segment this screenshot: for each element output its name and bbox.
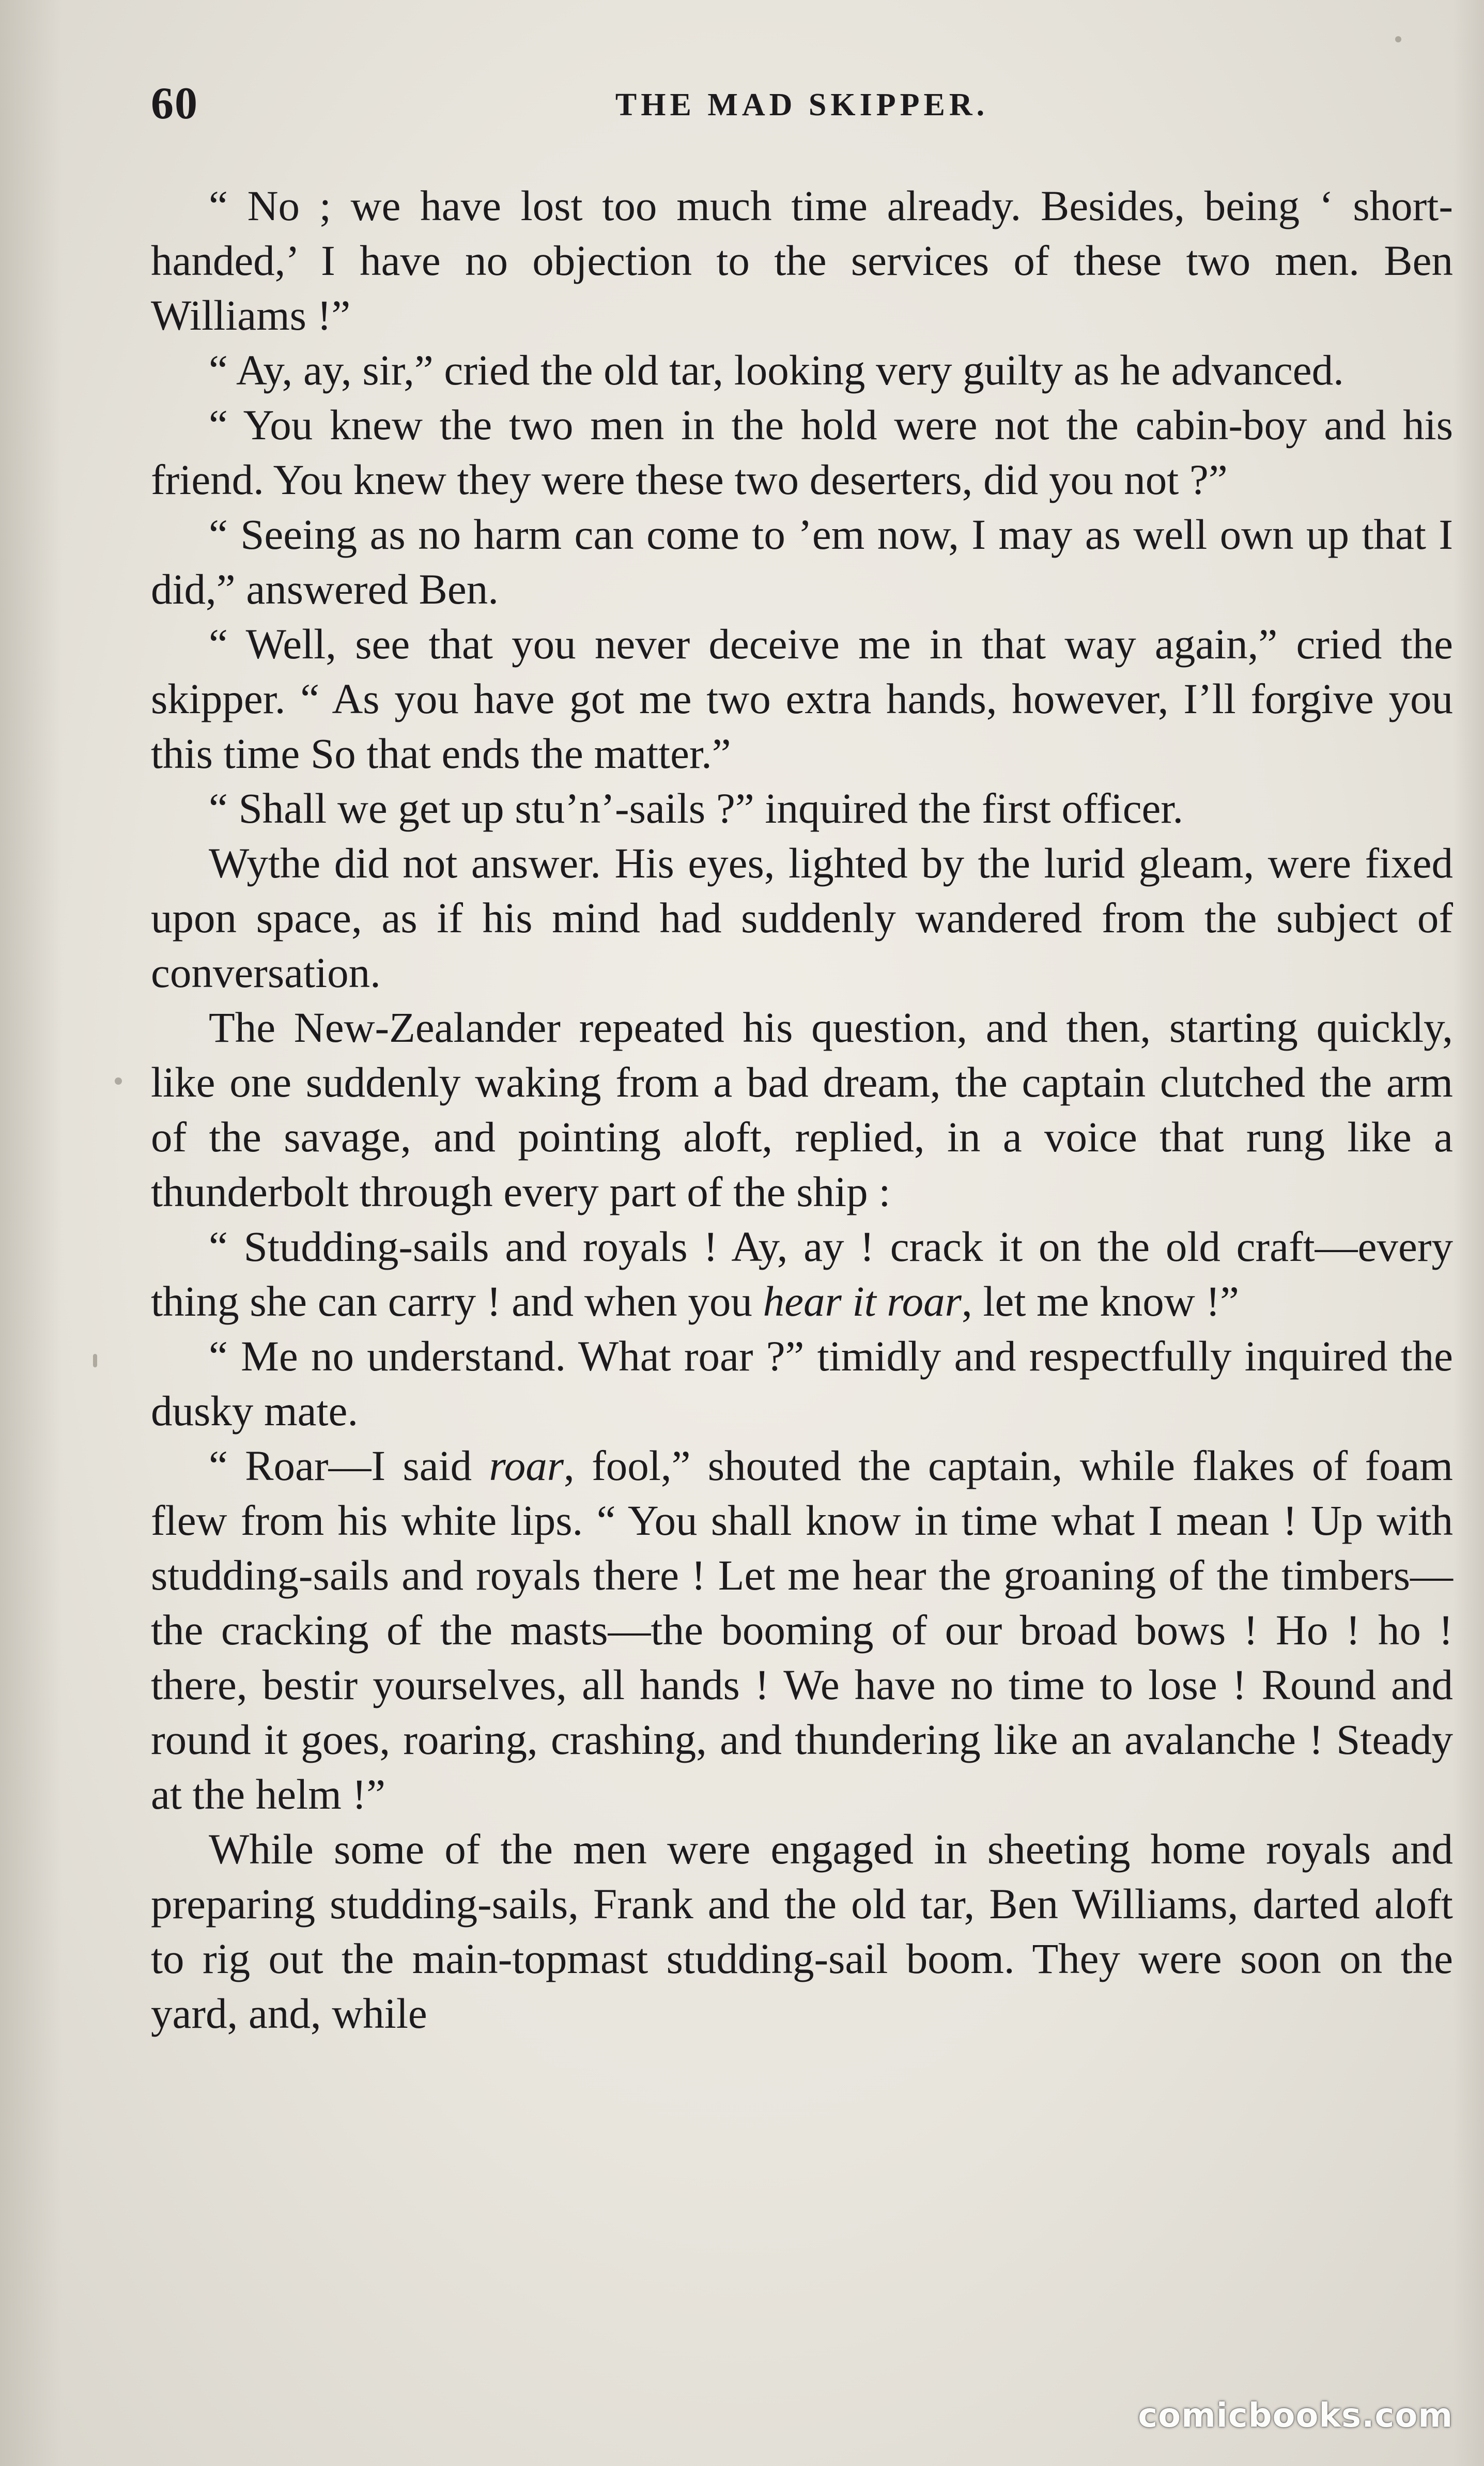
paragraph: “ Ay, ay, sir,” cried the old tar, looking very guilty as he advanced.: [209, 346, 1344, 394]
paragraph-text: , fool,” shouted the captain, while flakes of foam flew from his white lips. “ You shall know in time what I mean ! Up with studding-sails and royals there ! Let me hear the groaning of the timbers—the cracking of the masts—the booming of our broad bows ! Ho ! ho ! there, bestir yourselves, all hands ! We have no time to lose ! Round and round it goes, roaring, crashing, and thundering like an avalanche ! Steady at the helm !”: [151, 1442, 1453, 1818]
paragraph-text: “ Roar—I said: [209, 1442, 489, 1489]
page-header: [151, 78, 1453, 134]
paragraph: [151, 1219, 1453, 1329]
body-text: [151, 178, 1453, 2041]
page-edge-shadow: [1453, 0, 1484, 2466]
paragraph: “ You knew the two men in the hold were not the cabin-boy and his friend. You knew they were these two deserters, did you not ?”: [151, 401, 1453, 503]
paragraph: “ Seeing as no harm can come to ’em now, I may as well own up that I did,” answered Ben.: [151, 511, 1453, 613]
paper-speck: [115, 1077, 122, 1085]
watermark: comicbooks.com: [1138, 2397, 1453, 2435]
paragraph-text: “ Studding-sails and royals ! Ay, ay ! crack it on the old craft—every thing she can carry ! and when you: [151, 1223, 1453, 1325]
paragraph: [151, 1438, 1453, 1822]
paragraph: “ No ; we have lost too much time already. Besides, being ‘ short-handed,’ I have no objection to the services of these two men. Ben Williams !”: [151, 182, 1453, 339]
paper-speck: [1395, 36, 1401, 42]
paragraph: While some of the men were engaged in sheeting home royals and preparing studding-sails, Frank and the old tar, Ben Williams, darted aloft to rig out the main-topmast studding-sail boom. They were soon on the yard, and, while: [151, 1825, 1453, 2037]
page-gutter-shadow: [0, 0, 62, 2466]
running-head: THE MAD SKIPPER.: [615, 87, 989, 122]
paragraph-text: , let me know !”: [961, 1277, 1239, 1325]
paragraph: “ Well, see that you never deceive me in that way again,” cried the skipper. “ As you have got me two extra hands, however, I’ll forgive you this time So that ends the matter.”: [151, 620, 1453, 777]
italic-phrase: hear it roar: [763, 1277, 962, 1325]
page-number: 60: [151, 79, 198, 129]
italic-phrase: roar: [489, 1442, 564, 1489]
paragraph: Wythe did not answer. His eyes, lighted by the lurid gleam, were fixed upon space, as if his mind had suddenly wandered from the subject of conversation.: [151, 839, 1453, 996]
paragraph: The New-Zealander repeated his question, and then, starting quickly, like one suddenly waking from a bad dream, the captain clutched the arm of the savage, and pointing aloft, replied, in a voice that rung like a thunderbolt through every part of the ship :: [151, 1004, 1453, 1215]
paper-speck: [93, 1354, 97, 1367]
paragraph: “ Shall we get up stu’n’-sails ?” inquired the first officer.: [209, 784, 1184, 832]
paragraph: “ Me no understand. What roar ?” timidly and respectfully inquired the dusky mate.: [151, 1332, 1453, 1435]
